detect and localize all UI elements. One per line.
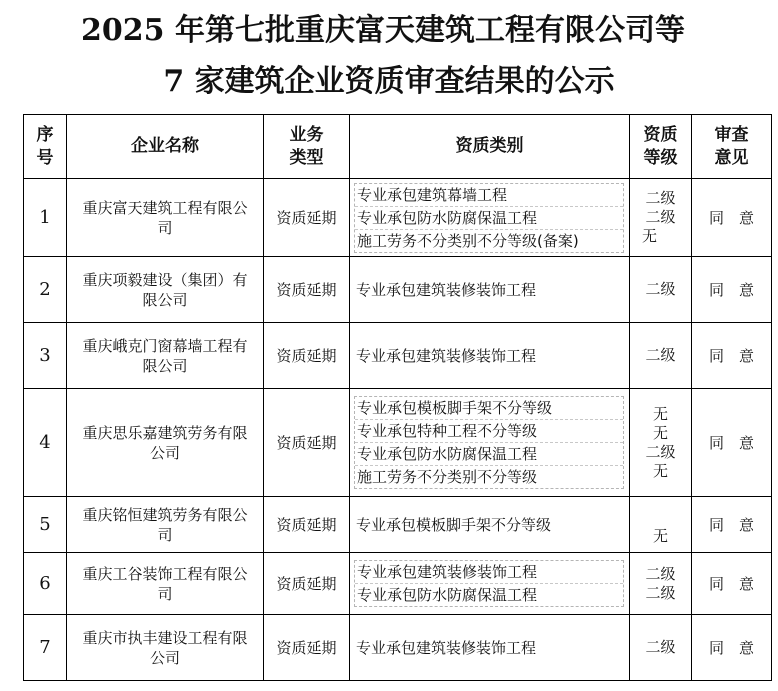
table-row: [24, 323, 772, 389]
row-categories: [350, 257, 630, 323]
grade-item: 无: [652, 527, 668, 545]
row-categories: [350, 497, 630, 553]
grade-item: 无: [652, 404, 668, 423]
row-business: 资质延期: [264, 179, 350, 257]
header-opinion: 审查意见: [692, 115, 772, 179]
row-company: 重庆峨克门窗幕墙工程有限公司: [67, 323, 264, 389]
row-opinion: 同 意: [692, 553, 772, 615]
row-company: 重庆思乐嘉建筑劳务有限公司: [67, 389, 264, 497]
row-seq: 6: [24, 553, 67, 615]
row-seq: 2: [24, 257, 67, 323]
table-row: [24, 497, 772, 553]
row-business: 资质延期: [264, 323, 350, 389]
row-opinion: 同 意: [692, 179, 772, 257]
row-categories: [350, 179, 630, 257]
category-item: 专业承包模板脚手架不分等级: [356, 515, 552, 534]
header-category: 资质类别: [350, 115, 630, 179]
row-grades: [630, 389, 692, 497]
row-company: 重庆工谷装饰工程有限公司: [67, 553, 264, 615]
table-row: [24, 553, 772, 615]
row-business: 资质延期: [264, 553, 350, 615]
row-business: 资质延期: [264, 389, 350, 497]
row-grades: [630, 257, 692, 323]
row-seq: 3: [24, 323, 67, 389]
header-grade: 资质等级: [630, 115, 692, 179]
row-company: 重庆铭恒建筑劳务有限公司: [67, 497, 264, 553]
category-item: 专业承包建筑幕墙工程: [357, 185, 508, 204]
table-row: [24, 257, 772, 323]
row-company: 重庆项毅建设（集团）有限公司: [67, 257, 264, 323]
row-opinion: 同 意: [692, 497, 772, 553]
row-business: 资质延期: [264, 615, 350, 681]
category-item: 施工劳务不分类别不分等级: [355, 465, 623, 488]
row-seq: 4: [24, 389, 67, 497]
grade-item: 无: [652, 461, 668, 480]
table-row: [24, 389, 772, 497]
row-categories: [350, 553, 630, 615]
row-seq: 7: [24, 615, 67, 681]
header-business: 业务类型: [264, 115, 350, 179]
grade-item: 二级: [645, 280, 676, 298]
row-seq: 1: [24, 179, 67, 257]
row-grades: [630, 179, 692, 257]
row-categories: [350, 389, 630, 497]
grade-item: 二级: [645, 208, 676, 226]
row-categories: [350, 615, 630, 681]
grade-item: 无: [642, 227, 658, 245]
grade-item: 二级: [645, 638, 676, 656]
grade-item: 二级: [645, 346, 676, 364]
row-business: 资质延期: [264, 257, 350, 323]
category-item: 施工劳务不分类别不分等级(备案): [355, 229, 623, 252]
row-seq: 5: [24, 497, 67, 553]
category-item: 专业承包防水防腐保温工程: [355, 206, 623, 229]
title-line-2: 7 家建筑企业资质审查结果的公示: [163, 64, 615, 99]
row-opinion: 同 意: [692, 615, 772, 681]
row-categories: [350, 323, 630, 389]
row-grades: [630, 323, 692, 389]
table-row: [24, 615, 772, 681]
row-opinion: 同 意: [692, 389, 772, 497]
category-item: 专业承包模板脚手架不分等级: [357, 399, 553, 417]
results-table: [23, 114, 772, 681]
category-item: 专业承包建筑装修装饰工程: [356, 638, 537, 657]
category-item: 专业承包防水防腐保温工程: [355, 583, 623, 606]
row-grades: [630, 553, 692, 615]
category-item: 专业承包防水防腐保温工程: [355, 442, 623, 465]
grade-item: 二级: [645, 189, 676, 207]
row-grades: [630, 615, 692, 681]
grade-item: 二级: [645, 442, 676, 461]
row-business: 资质延期: [264, 497, 350, 553]
row-opinion: 同 意: [692, 323, 772, 389]
table-header-row: [24, 115, 772, 179]
header-seq: 序号: [24, 115, 67, 179]
category-item: 专业承包建筑装修装饰工程: [357, 563, 538, 581]
row-company: 重庆市执丰建设工程有限公司: [67, 615, 264, 681]
row-grades: [630, 497, 692, 553]
grade-item: 二级: [645, 564, 676, 583]
category-item: 专业承包特种工程不分等级: [355, 419, 623, 442]
title-line-1: 2025 年第七批重庆富天建筑工程有限公司等: [81, 13, 685, 48]
grade-item: 无: [652, 423, 668, 442]
grade-item: 二级: [645, 583, 676, 602]
row-company: 重庆富天建筑工程有限公司: [67, 179, 264, 257]
category-item: 专业承包建筑装修装饰工程: [356, 280, 537, 299]
row-opinion: 同 意: [692, 257, 772, 323]
category-item: 专业承包建筑装修装饰工程: [356, 346, 537, 365]
table-row: [24, 179, 772, 257]
header-company: 企业名称: [67, 115, 264, 179]
